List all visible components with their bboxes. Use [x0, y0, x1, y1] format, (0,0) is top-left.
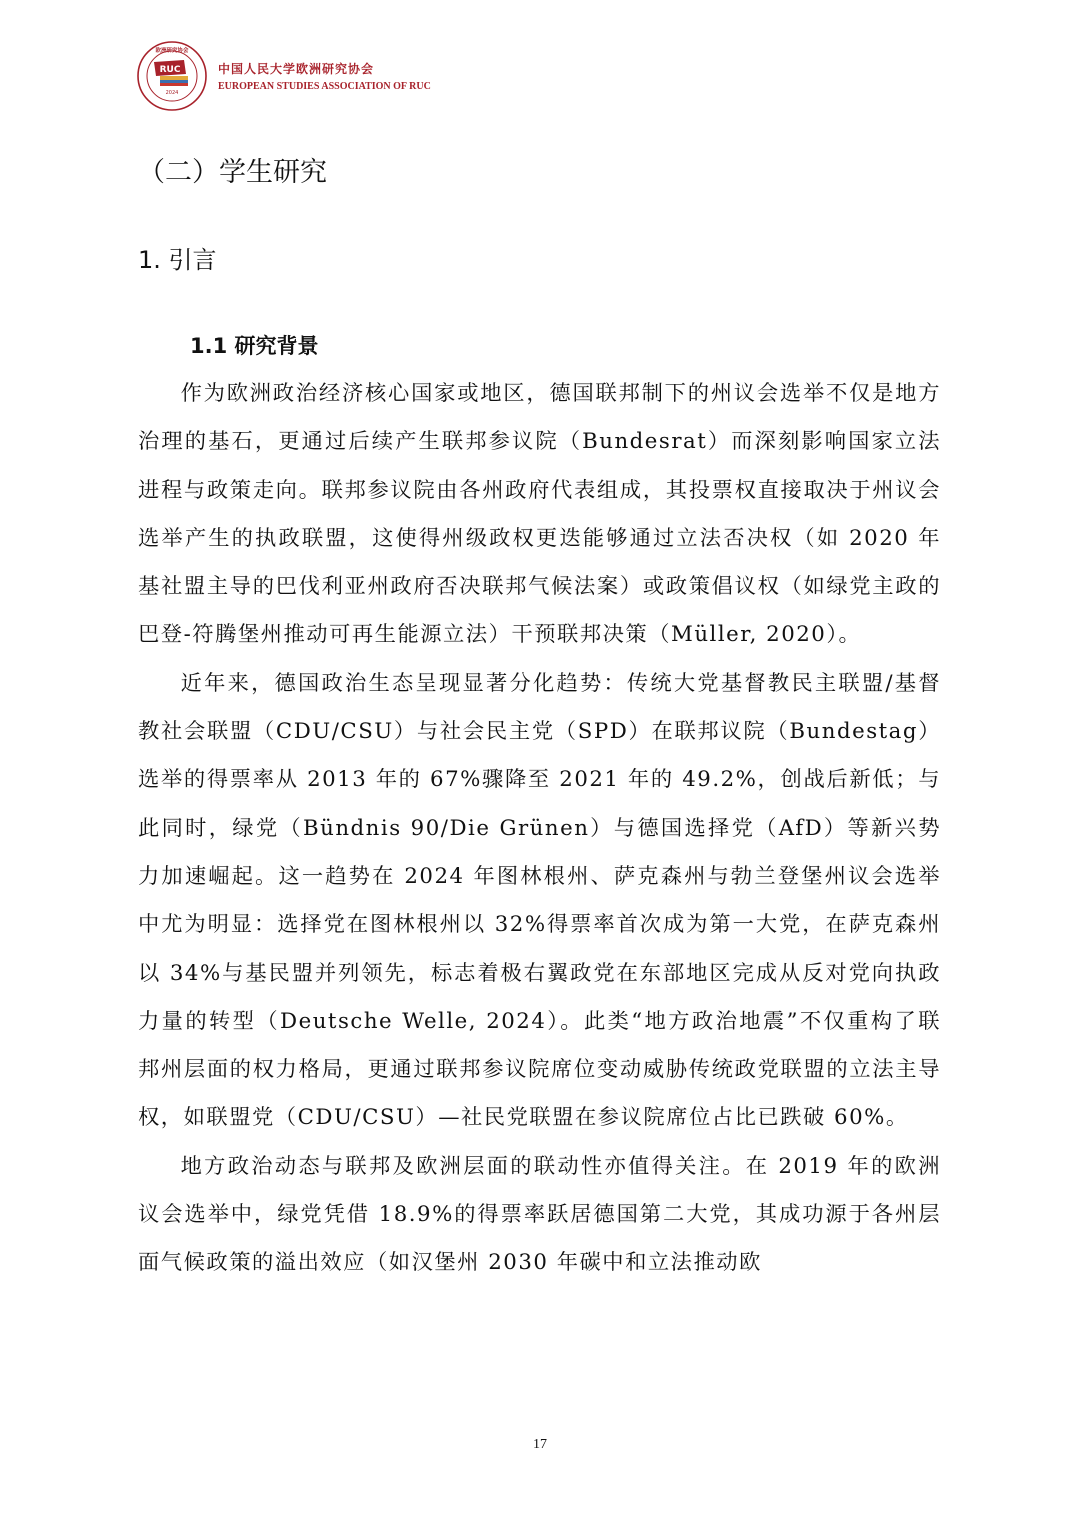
org-name-en: EUROPEAN STUDIES ASSOCIATION OF RUC — [218, 81, 431, 92]
body-text — [138, 370, 941, 1288]
header-text — [218, 60, 431, 92]
ruc-esa-seal-icon — [136, 40, 208, 112]
heading-research-background: 1.1 研究背景 — [190, 334, 319, 358]
svg-text:2024: 2024 — [165, 90, 179, 96]
svg-text:RUC: RUC — [159, 65, 181, 75]
page-number: 17 — [533, 1437, 547, 1452]
page-header — [136, 38, 431, 114]
association-logo — [136, 40, 208, 112]
paragraph: 地方政治动态与联邦及欧洲层面的联动性亦值得关注。在 2019 年的欧洲议会选举中，绿党凭借 18.9%的得票率跃居德国第二大党，其成功源于各州层面气候政策的溢出效应（如汉堡州 2030 年碳中和立法推动欧 — [138, 1153, 941, 1276]
paragraph: 近年来，德国政治生态呈现显著分化趋势：传统大党基督教民主联盟/基督教社会联盟（CDU/CSU）与社会民主党（SPD）在联邦议院（Bundestag）选举的得票率从 2013 年的 67%骤降至 2021 年的 49.2%，创战后新低；与此同时，绿党（Bündnis 90/Die Grünen）与德国选择党（AfD）等新兴势力加速崛起。这一趋势在 2024 年图林根州、萨克森州与勃兰登堡州议会选举中尤为明显：选择党在图林根州以 32%得票率首次成为第一大党，在萨克森州以 34%与基民盟并列领先，标志着极右翼政党在东部地区完成从反对党向执政力量的转型（Deutsche Welle, 2024）。此类“地方政治地震”不仅重构了联邦州层面的权力格局，更通过联邦参议院席位变动威胁传统政党联盟的立法主导权，如联盟党（CDU/CSU）—社民党联盟在参议院席位占比已跌破 60%。 — [138, 670, 941, 1131]
svg-text:欧洲研究协会: 欧洲研究协会 — [155, 48, 189, 54]
section-title: （二）学生研究 — [138, 157, 327, 188]
org-name-cn: 中国人民大学欧洲研究协会 — [218, 62, 375, 76]
heading-introduction: 1. 引言 — [138, 246, 217, 274]
paragraph: 作为欧洲政治经济核心国家或地区，德国联邦制下的州议会选举不仅是地方治理的基石，更通过后续产生联邦参议院（Bundesrat）而深刻影响国家立法进程与政策走向。联邦参议院由各州政府代表组成，其投票权直接取决于州议会选举产生的执政联盟，这使得州级政权更迭能够通过立法否决权（如 2020 年基社盟主导的巴伐利亚州政府否决联邦气候法案）或政策倡议权（如绿党主政的巴登-符腾堡州推动可再生能源立法）干预联邦决策（Müller, 2020）。 — [138, 381, 941, 648]
